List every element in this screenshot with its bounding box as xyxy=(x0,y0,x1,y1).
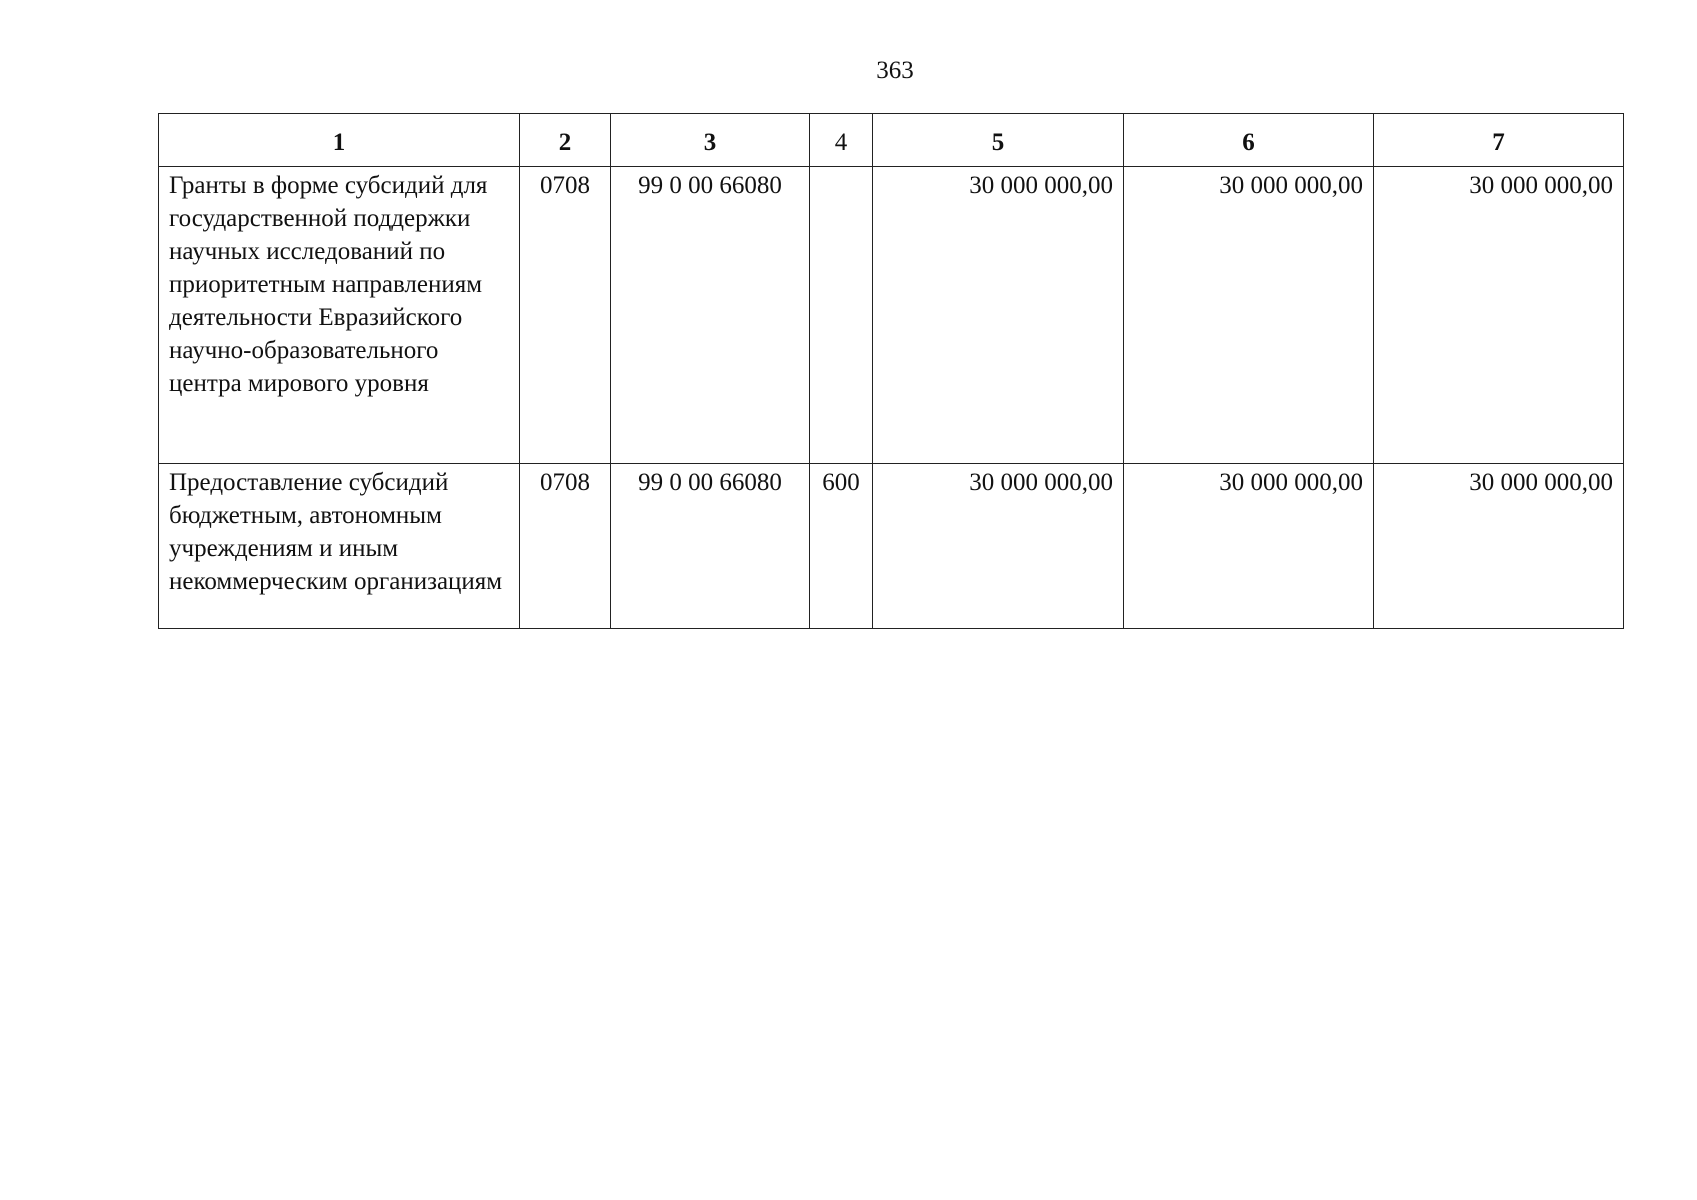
row-amount-2: 30 000 000,00 xyxy=(1124,464,1374,629)
table-header-row xyxy=(159,114,1624,167)
column-header-5: 5 xyxy=(873,114,1124,167)
row-name: Гранты в форме субсидий для государственной поддержки научных исследований по приоритетным направлениям деятельности Евразийского научно-образовательного центра мирового уровня xyxy=(159,167,520,464)
page-number: 363 xyxy=(876,57,914,84)
row-expense-type xyxy=(810,167,873,464)
row-target-code: 99 0 00 66080 xyxy=(611,167,810,464)
row-amount-3: 30 000 000,00 xyxy=(1374,464,1624,629)
row-name: Предоставление субсидий бюджетным, автономным учреждениям и иным некоммерческим организациям xyxy=(159,464,520,629)
row-amount-3: 30 000 000,00 xyxy=(1374,167,1624,464)
budget-table xyxy=(158,113,1624,629)
row-section-code: 0708 xyxy=(520,167,611,464)
row-section-code: 0708 xyxy=(520,464,611,629)
column-header-6: 6 xyxy=(1124,114,1374,167)
row-target-code: 99 0 00 66080 xyxy=(611,464,810,629)
column-header-2: 2 xyxy=(520,114,611,167)
column-header-4: 4 xyxy=(810,114,873,167)
column-header-7: 7 xyxy=(1374,114,1624,167)
row-expense-type: 600 xyxy=(810,464,873,629)
column-header-1: 1 xyxy=(159,114,520,167)
table-row xyxy=(159,167,1624,464)
column-header-3: 3 xyxy=(611,114,810,167)
row-amount-1: 30 000 000,00 xyxy=(873,167,1124,464)
row-amount-1: 30 000 000,00 xyxy=(873,464,1124,629)
table-row xyxy=(159,464,1624,629)
row-amount-2: 30 000 000,00 xyxy=(1124,167,1374,464)
